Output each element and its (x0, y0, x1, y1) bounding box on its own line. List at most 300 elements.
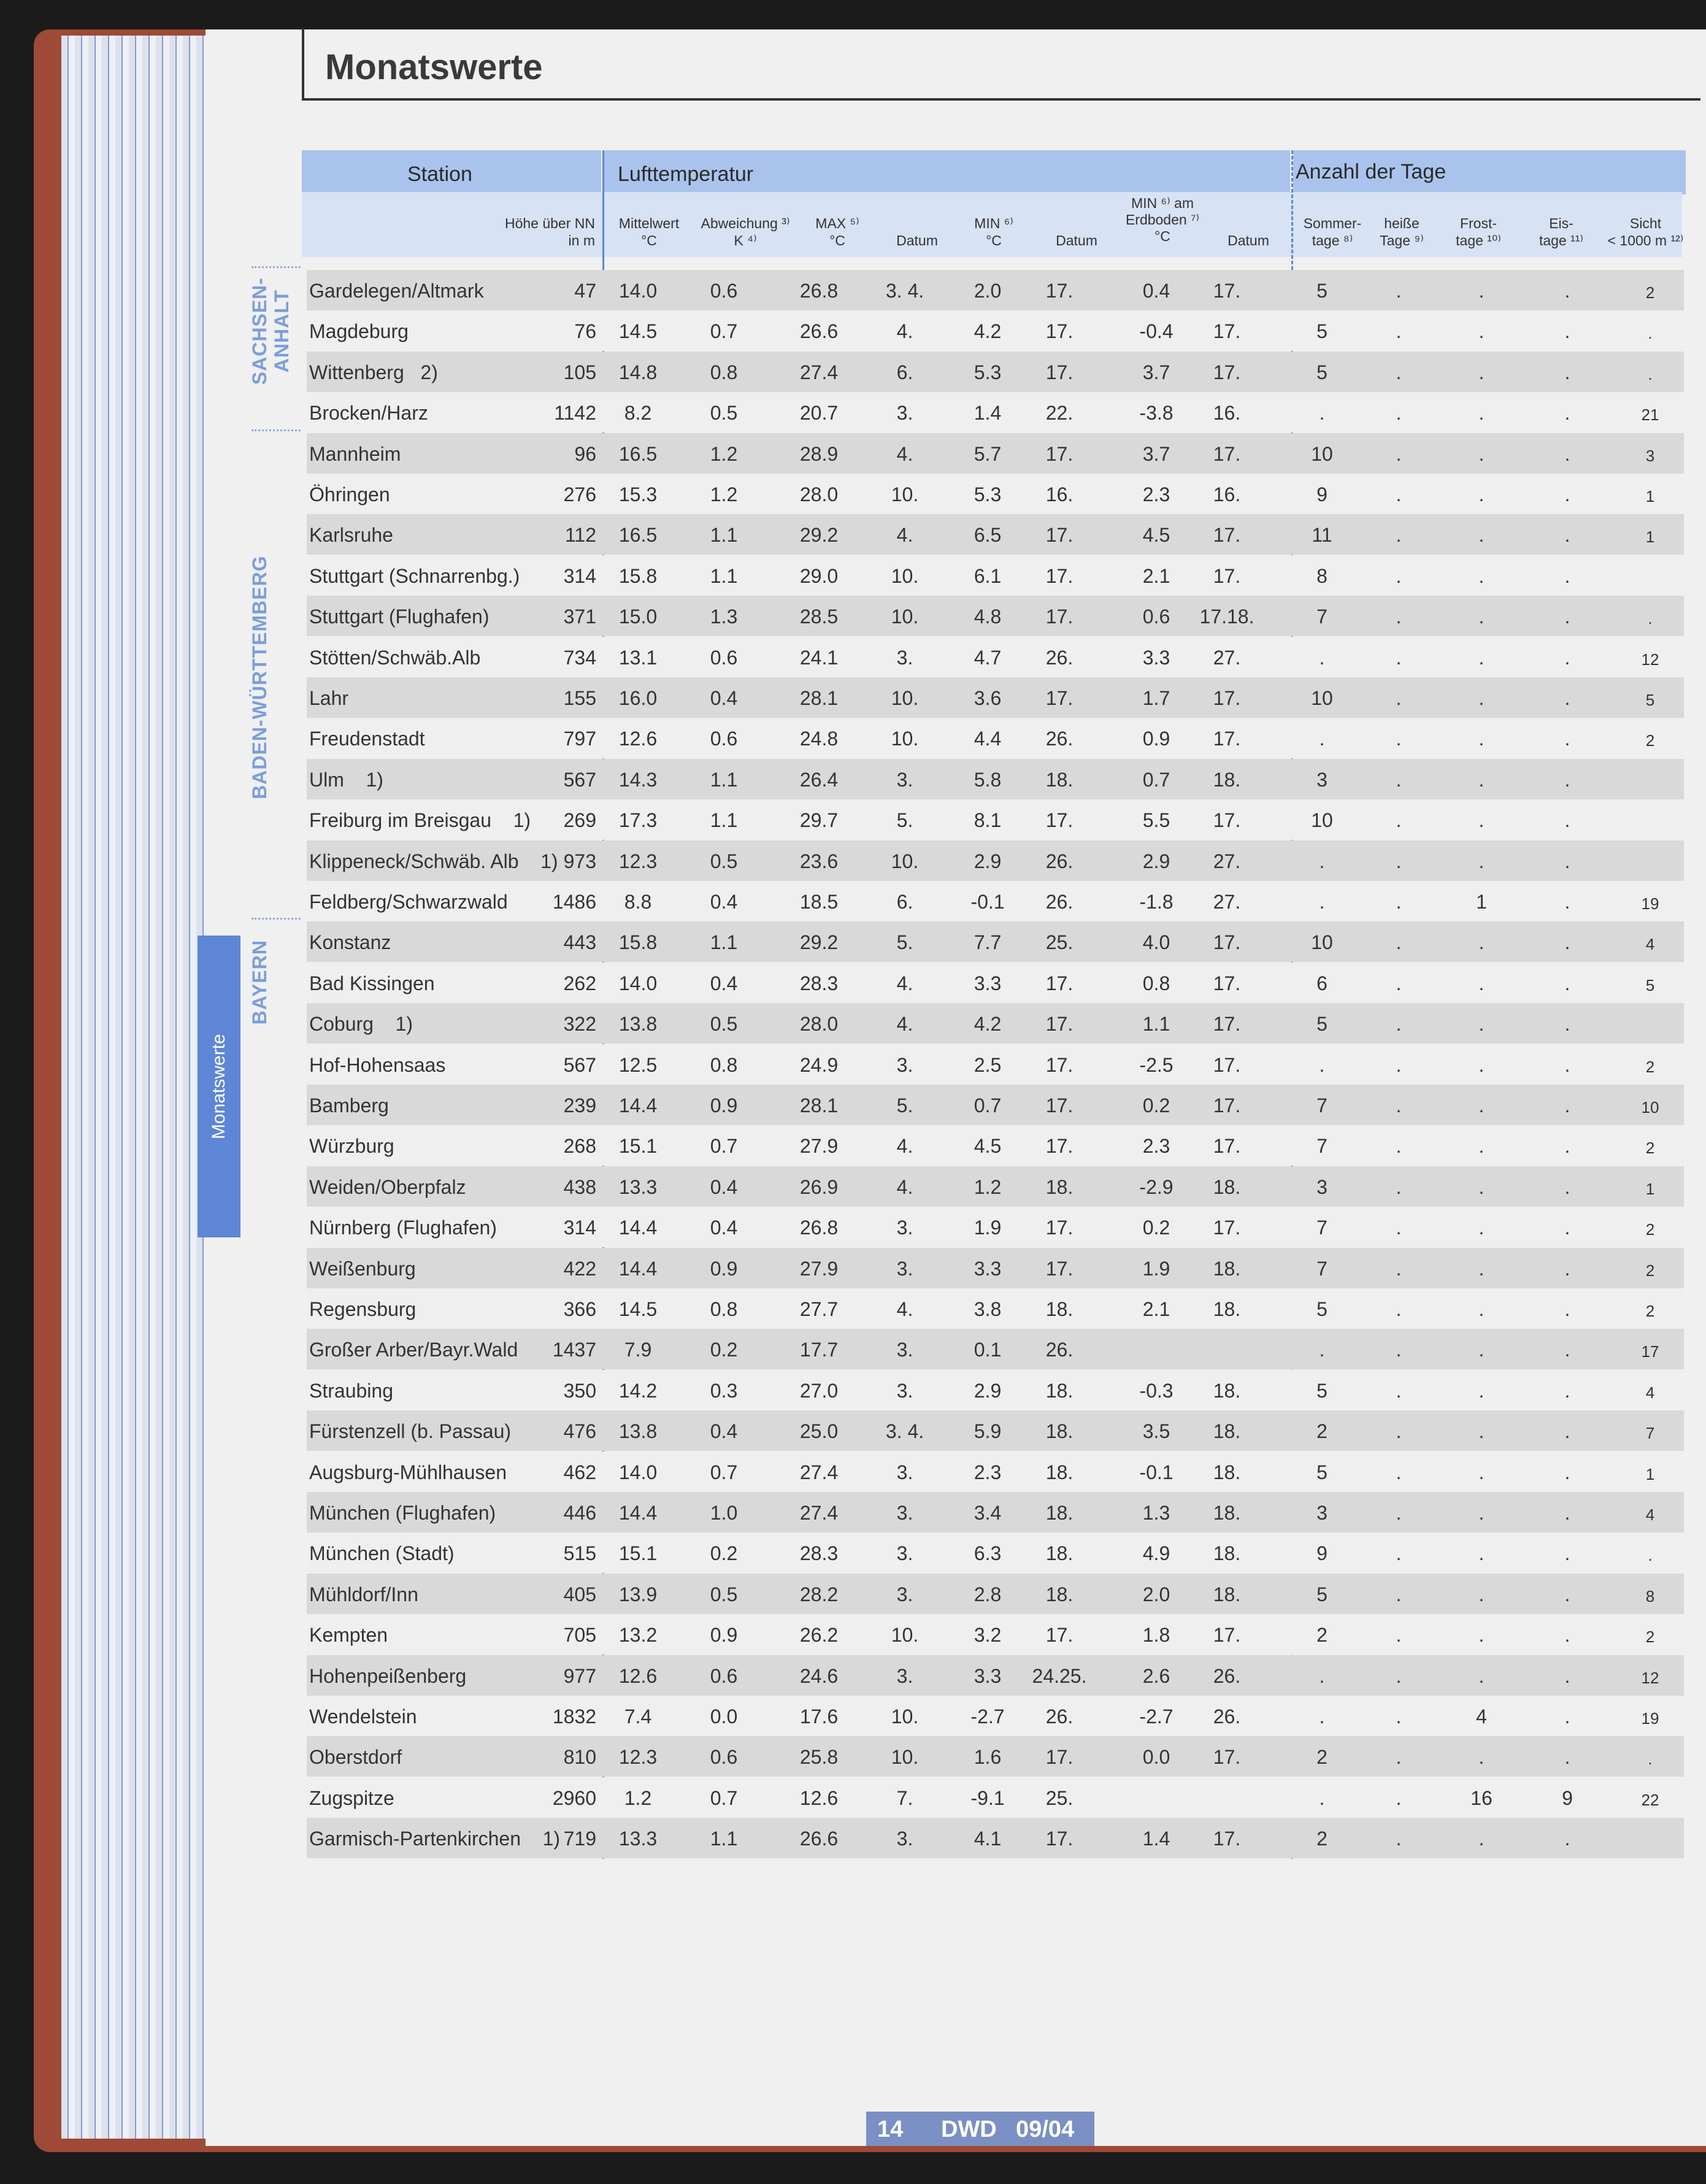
cell-frost: 1 (1476, 891, 1487, 913)
cell-dat3: 17.18. (1199, 606, 1255, 628)
cell-mittel: 16.5 (618, 442, 658, 465)
footer-issue: 09/04 (1016, 2117, 1075, 2142)
cell-mittel: 14.0 (618, 1461, 658, 1483)
cell-heisse: . (1396, 483, 1402, 506)
cell-sommer: 10 (1311, 687, 1333, 709)
cell-eis: . (1564, 1257, 1570, 1280)
cell-minerd: 0.0 (1142, 1746, 1170, 1769)
cell-sicht: 4 (1645, 1383, 1655, 1402)
cell-dat1: 4. (896, 442, 913, 465)
cell-sommer: 5 (1316, 1379, 1328, 1402)
cell-minerd: -0.4 (1139, 320, 1174, 343)
cell-dat1: 4. (896, 320, 913, 343)
table-row (307, 1085, 1684, 1125)
header-max: MAX ⁵⁾ °C (815, 215, 859, 248)
cell-frost: . (1478, 931, 1485, 954)
cell-station: Straubing (309, 1379, 393, 1402)
cell-abw: 0.2 (710, 1542, 738, 1565)
cell-mittel: 12.6 (618, 1664, 658, 1687)
cell-eis: . (1564, 1542, 1570, 1565)
cell-dat1: 4. (896, 1135, 913, 1158)
cell-max: 28.9 (799, 442, 839, 465)
cell-abw: 0.8 (710, 1053, 738, 1076)
cell-dat3: 17. (1213, 972, 1241, 994)
cell-hoehe: 322 (563, 1013, 596, 1036)
cell-hoehe: 1437 (552, 1339, 596, 1361)
cell-sicht: 5 (1645, 975, 1655, 994)
cell-sicht: . (1648, 1750, 1653, 1769)
cell-station: Regensburg (309, 1298, 417, 1320)
cell-dat3: 17. (1213, 1624, 1241, 1647)
cell-mittel: 16.5 (618, 524, 658, 547)
cell-frost: . (1478, 850, 1485, 872)
cell-frost: . (1478, 606, 1485, 628)
cell-dat3: 17. (1213, 524, 1241, 547)
cell-sicht: 3 (1645, 446, 1655, 465)
cell-station: Zugspitze (309, 1786, 394, 1809)
cell-dat1: 3. (896, 646, 913, 669)
cell-mittel: 16.0 (618, 687, 658, 709)
cell-mittel: 1.2 (624, 1786, 652, 1809)
cell-min: 0.7 (974, 1094, 1002, 1117)
cell-sommer: . (1319, 1786, 1325, 1809)
cell-dat1: 6. (896, 891, 913, 913)
cell-frost: . (1478, 483, 1485, 506)
cell-frost: . (1478, 1583, 1485, 1605)
cell-sicht: 21 (1641, 406, 1659, 425)
header-datum3: Datum (1228, 233, 1269, 248)
cell-eis: . (1564, 483, 1570, 506)
cell-frost: . (1478, 1542, 1485, 1565)
cell-minerd: 0.2 (1142, 1094, 1170, 1117)
group-separator (252, 266, 301, 268)
cell-heisse: . (1396, 606, 1402, 628)
cell-mittel: 15.0 (618, 606, 658, 628)
cell-dat2: 18. (1045, 1542, 1074, 1565)
cell-heisse: . (1396, 1217, 1402, 1239)
cell-sicht: . (1648, 324, 1653, 343)
cell-min: 7.7 (974, 931, 1002, 954)
cell-frost: . (1478, 1257, 1485, 1280)
cell-minerd: 0.6 (1142, 606, 1170, 628)
cell-min: 2.0 (974, 280, 1002, 302)
cell-station: Stuttgart (Schnarrenbg.) (309, 564, 520, 587)
cell-heisse: . (1396, 564, 1402, 587)
cell-dat3: 16. (1213, 402, 1241, 425)
header-sicht: Sicht < 1000 m ¹²⁾ (1607, 215, 1684, 248)
cell-mittel: 15.3 (618, 483, 658, 506)
cell-min: 1.9 (974, 1217, 1002, 1239)
cell-eis: . (1564, 1705, 1570, 1728)
cell-dat2: 22. (1045, 402, 1074, 425)
cell-eis: . (1564, 524, 1570, 547)
table-row (307, 392, 1684, 433)
cell-minerd: 2.1 (1142, 564, 1170, 587)
cell-min: 3.6 (974, 687, 1002, 709)
cell-sommer: 3 (1316, 1502, 1328, 1524)
cell-hoehe: 810 (563, 1746, 596, 1769)
cell-hoehe: 47 (574, 280, 596, 302)
cell-minerd: -2.7 (1139, 1705, 1174, 1728)
cell-min: 2.9 (974, 850, 1002, 872)
cell-max: 26.4 (799, 768, 839, 791)
cell-dat2: 17. (1045, 442, 1074, 465)
cell-sicht: 17 (1641, 1342, 1659, 1361)
cell-eis: . (1564, 280, 1570, 302)
cell-station: Weiden/Oberpfalz (309, 1175, 466, 1198)
section-tab-label: Monatswerte (209, 1034, 229, 1139)
cell-dat2: 17. (1045, 1135, 1074, 1158)
cell-heisse: . (1396, 524, 1402, 547)
cell-max: 27.9 (799, 1257, 839, 1280)
cell-eis: . (1564, 1746, 1570, 1769)
cell-minerd: 1.7 (1142, 687, 1170, 709)
cell-station: Bamberg (309, 1094, 389, 1117)
cell-hoehe: 268 (563, 1135, 596, 1158)
cell-abw: 0.9 (710, 1257, 738, 1280)
cell-dat2: 16. (1045, 483, 1074, 506)
cell-dat1: 3. (896, 1217, 913, 1239)
cell-abw: 1.1 (710, 768, 738, 791)
table-row (307, 474, 1684, 514)
cell-heisse: . (1396, 1664, 1402, 1687)
cell-mittel: 14.4 (618, 1257, 658, 1280)
cell-mittel: 15.8 (618, 564, 658, 587)
cell-sommer: 5 (1316, 1583, 1328, 1605)
table-row (307, 840, 1684, 881)
cell-abw: 1.1 (710, 1828, 738, 1850)
cell-dat3: 26. (1213, 1705, 1241, 1728)
cell-dat1: 10. (891, 850, 919, 872)
cell-dat3: 18. (1213, 1379, 1241, 1402)
table-row (307, 1696, 1684, 1736)
cell-eis: . (1564, 442, 1570, 465)
cell-minerd: 0.2 (1142, 1217, 1170, 1239)
cell-sicht: . (1648, 609, 1653, 628)
cell-station: Coburg 1) (309, 1013, 413, 1036)
cell-eis: . (1564, 1420, 1570, 1443)
cell-heisse: . (1396, 1746, 1402, 1769)
cell-eis: . (1564, 1583, 1570, 1605)
cell-dat1: 10. (891, 1705, 919, 1728)
cell-dat1: 4. (896, 972, 913, 994)
cell-abw: 0.6 (710, 280, 738, 302)
header-frost: Frost- tage ¹⁰⁾ (1456, 215, 1501, 248)
cell-sommer: . (1319, 891, 1325, 913)
cell-dat1: 7. (896, 1786, 913, 1809)
cell-station: Bad Kissingen (309, 972, 435, 994)
cell-eis: . (1564, 1379, 1570, 1402)
cell-dat3: 17. (1213, 1094, 1241, 1117)
cell-sommer: . (1319, 1664, 1325, 1687)
cell-max: 18.5 (799, 891, 839, 913)
cell-dat1: 3. (896, 1053, 913, 1076)
cell-eis: . (1564, 1094, 1570, 1117)
cell-eis: . (1564, 1053, 1570, 1076)
cell-dat2: 17. (1045, 1013, 1074, 1036)
cell-frost: . (1478, 1420, 1485, 1443)
cell-hoehe: 350 (563, 1379, 596, 1402)
cell-dat3: 17. (1213, 1746, 1241, 1769)
cell-dat1: 3. (896, 1339, 913, 1361)
cell-min: 6.5 (974, 524, 1002, 547)
cell-abw: 1.2 (710, 442, 738, 465)
cell-dat1: 4. (896, 1013, 913, 1036)
cell-minerd: 2.6 (1142, 1664, 1170, 1687)
cell-minerd: 3.5 (1142, 1420, 1170, 1443)
cell-minerd: 2.3 (1142, 483, 1170, 506)
cell-mittel: 14.4 (618, 1094, 658, 1117)
table-row (307, 270, 1684, 310)
cell-frost: . (1478, 1135, 1485, 1158)
cell-station: Feldberg/Schwarzwald (309, 891, 508, 913)
cell-hoehe: 366 (563, 1298, 596, 1320)
cell-frost: . (1478, 1013, 1485, 1036)
cell-minerd: 3.7 (1142, 361, 1170, 383)
cell-min: 4.5 (974, 1135, 1002, 1158)
cell-dat2: 17. (1045, 1257, 1074, 1280)
table-row (307, 963, 1684, 1003)
cell-heisse: . (1396, 442, 1402, 465)
cell-mittel: 13.8 (618, 1420, 658, 1443)
cell-dat2: 18. (1045, 1298, 1074, 1320)
header-abweichung: Abweichung ³⁾ K ⁴⁾ (701, 215, 790, 248)
cell-dat2: 17. (1045, 320, 1074, 343)
cell-sommer: 9 (1316, 1542, 1328, 1565)
cell-station: Lahr (309, 687, 349, 709)
cell-abw: 0.7 (710, 1786, 738, 1809)
cell-heisse: . (1396, 1053, 1402, 1076)
cell-station: Karlsruhe (309, 524, 393, 547)
cell-sicht: 19 (1641, 894, 1659, 913)
cell-heisse: . (1396, 1013, 1402, 1036)
cell-eis: . (1564, 646, 1570, 669)
cell-max: 26.6 (799, 320, 839, 343)
cell-abw: 0.6 (710, 1664, 738, 1687)
cell-sommer: 7 (1316, 606, 1328, 628)
cell-min: 4.2 (974, 320, 1002, 343)
cell-dat1: 3. (896, 1257, 913, 1280)
cell-abw: 1.1 (710, 524, 738, 547)
cell-dat2: 26. (1045, 850, 1074, 872)
cell-abw: 1.3 (710, 606, 738, 628)
cell-mittel: 14.8 (618, 361, 658, 383)
table-row (307, 310, 1684, 351)
cell-station: Fürstenzell (b. Passau) (309, 1420, 512, 1443)
cell-dat1: 3. (896, 1379, 913, 1402)
cell-heisse: . (1396, 646, 1402, 669)
cell-frost: . (1478, 1624, 1485, 1647)
cell-heisse: . (1396, 1583, 1402, 1605)
cell-sicht: 2 (1645, 1261, 1655, 1280)
cell-sommer: 2 (1316, 1746, 1328, 1769)
cell-dat3: 17. (1213, 361, 1241, 383)
cell-dat3: 16. (1213, 483, 1241, 506)
cell-eis: . (1564, 1217, 1570, 1239)
cell-dat2: 17. (1045, 564, 1074, 587)
cell-minerd: 2.3 (1142, 1135, 1170, 1158)
cell-dat3: 18. (1213, 1583, 1241, 1605)
cell-sommer: 10 (1311, 931, 1333, 954)
cell-sicht: 2 (1645, 1220, 1655, 1239)
cell-min: -0.1 (970, 891, 1005, 913)
header-hoehe: Höhe über NN in m (504, 215, 595, 248)
cell-dat2: 18. (1045, 1420, 1074, 1443)
cell-heisse: . (1396, 891, 1402, 913)
cell-abw: 0.5 (710, 1013, 738, 1036)
footer-publisher: DWD (941, 2117, 997, 2142)
cell-min: 2.9 (974, 1379, 1002, 1402)
cell-station: Oberstdorf (309, 1746, 402, 1769)
cell-hoehe: 262 (563, 972, 596, 994)
cell-hoehe: 797 (563, 728, 596, 750)
cell-station: Mühldorf/Inn (309, 1583, 418, 1605)
cell-mittel: 14.2 (618, 1379, 658, 1402)
cell-dat3: 17. (1213, 564, 1241, 587)
cell-sommer: 11 (1312, 524, 1332, 547)
table-row (307, 1370, 1684, 1410)
cell-dat1: 4. (896, 1175, 913, 1198)
cell-eis: . (1564, 891, 1570, 913)
cell-dat1: 3. 4. (885, 1420, 924, 1443)
cell-abw: 0.2 (710, 1339, 738, 1361)
cell-max: 28.1 (799, 687, 839, 709)
cell-frost: . (1478, 809, 1485, 832)
cell-dat3: 17. (1213, 1013, 1241, 1036)
cell-max: 27.4 (799, 1502, 839, 1524)
cell-minerd: 0.4 (1142, 280, 1170, 302)
header-min-erd: MIN ⁶⁾ am Erdboden ⁷⁾ °C (1125, 195, 1200, 244)
table-row (307, 1248, 1684, 1288)
page-title-frame (302, 28, 1700, 101)
cell-sicht: 1 (1645, 1464, 1655, 1483)
cell-station: München (Flughafen) (309, 1502, 496, 1524)
cell-heisse: . (1396, 1542, 1402, 1565)
cell-mittel: 13.8 (618, 1013, 658, 1036)
cell-heisse: . (1396, 1094, 1402, 1117)
cell-abw: 0.5 (710, 1583, 738, 1605)
group-label: BADEN-WÜRTTEMBERG (248, 555, 271, 799)
cell-min: 0.1 (974, 1339, 1002, 1361)
cell-minerd: -0.1 (1139, 1461, 1174, 1483)
table-row (307, 1452, 1684, 1492)
header-station (302, 150, 601, 192)
cell-sommer: . (1319, 850, 1325, 872)
cell-eis: . (1564, 850, 1570, 872)
cell-sicht: 19 (1641, 1709, 1659, 1728)
cell-heisse: . (1396, 1502, 1402, 1524)
cell-station: Hof-Hohensaas (309, 1053, 446, 1076)
cell-mittel: 8.2 (624, 402, 652, 425)
cell-hoehe: 462 (563, 1461, 596, 1483)
cell-max: 20.7 (799, 402, 839, 425)
cell-frost: . (1478, 972, 1485, 994)
cell-sommer: 3 (1316, 1175, 1328, 1198)
cell-eis: . (1564, 1828, 1570, 1850)
cell-dat3: 18. (1213, 1175, 1241, 1198)
cell-sommer: 9 (1316, 483, 1328, 506)
cell-max: 23.6 (799, 850, 839, 872)
page-footer (866, 2112, 1094, 2146)
cell-sicht: 22 (1641, 1790, 1659, 1809)
cell-heisse: . (1396, 1624, 1402, 1647)
cell-hoehe: 1486 (552, 891, 596, 913)
cell-frost: . (1478, 646, 1485, 669)
cell-min: 4.1 (974, 1828, 1002, 1850)
table-row (307, 921, 1684, 962)
cell-dat3: 18. (1213, 1298, 1241, 1320)
table-row (307, 1207, 1684, 1247)
cell-hoehe: 2960 (552, 1786, 596, 1809)
cell-mittel: 15.1 (618, 1135, 658, 1158)
cell-eis: . (1564, 931, 1570, 954)
cell-sicht: 5 (1645, 691, 1655, 709)
cell-eis: . (1564, 809, 1570, 832)
cell-station: München (Stadt) (309, 1542, 455, 1565)
cell-sommer: 5 (1316, 1461, 1328, 1483)
cell-eis: . (1564, 1664, 1570, 1687)
cell-abw: 0.4 (710, 1420, 738, 1443)
cell-min: 4.4 (974, 728, 1002, 750)
cell-max: 24.8 (799, 728, 839, 750)
cell-max: 29.7 (799, 809, 839, 832)
cell-max: 17.6 (799, 1705, 839, 1728)
cell-sommer: 10 (1311, 442, 1333, 465)
cell-abw: 0.6 (710, 1746, 738, 1769)
cell-min: 5.8 (974, 768, 1002, 791)
cell-min: -9.1 (970, 1786, 1005, 1809)
cell-hoehe: 269 (563, 809, 596, 832)
cell-station: Freudenstadt (309, 728, 425, 750)
table-row (307, 1492, 1684, 1532)
cell-station: Großer Arber/Bayr.Wald (309, 1339, 518, 1361)
cell-station: Weißenburg (309, 1257, 416, 1280)
table-row (307, 799, 1684, 840)
cell-sommer: . (1319, 1705, 1325, 1728)
cell-mittel: 14.0 (618, 972, 658, 994)
cell-station: Garmisch-Partenkirchen 1) (309, 1828, 561, 1850)
cell-frost: . (1478, 1217, 1485, 1239)
cell-heisse: . (1396, 972, 1402, 994)
cell-dat3: 27. (1213, 891, 1241, 913)
cell-dat3: 17. (1213, 280, 1241, 302)
cell-hoehe: 973 (563, 850, 596, 872)
table-row (307, 555, 1684, 596)
cell-dat2: 26. (1045, 728, 1074, 750)
cell-mittel: 17.3 (618, 809, 658, 832)
cell-max: 29.2 (799, 524, 839, 547)
table-row (307, 1288, 1684, 1329)
cell-abw: 0.5 (710, 850, 738, 872)
cell-dat3: 17. (1213, 728, 1241, 750)
header-datum2: Datum (1056, 233, 1097, 248)
cell-heisse: . (1396, 687, 1402, 709)
cell-dat3: 17. (1213, 809, 1241, 832)
cell-min: 5.3 (974, 483, 1002, 506)
cell-dat2: 26. (1045, 1705, 1074, 1728)
cell-min: 3.2 (974, 1624, 1002, 1647)
cell-dat3: 17. (1213, 931, 1241, 954)
group-label: BAYERN (248, 940, 271, 1026)
cell-min: 5.7 (974, 442, 1002, 465)
cell-minerd: -2.9 (1139, 1175, 1174, 1198)
cell-hoehe: 1832 (552, 1705, 596, 1728)
cell-station: Wendelstein (309, 1705, 417, 1728)
cell-mittel: 13.3 (618, 1828, 658, 1850)
cell-station: Würzburg (309, 1135, 394, 1158)
cell-dat2: 25. (1045, 1786, 1074, 1809)
cell-minerd: 4.5 (1142, 524, 1170, 547)
